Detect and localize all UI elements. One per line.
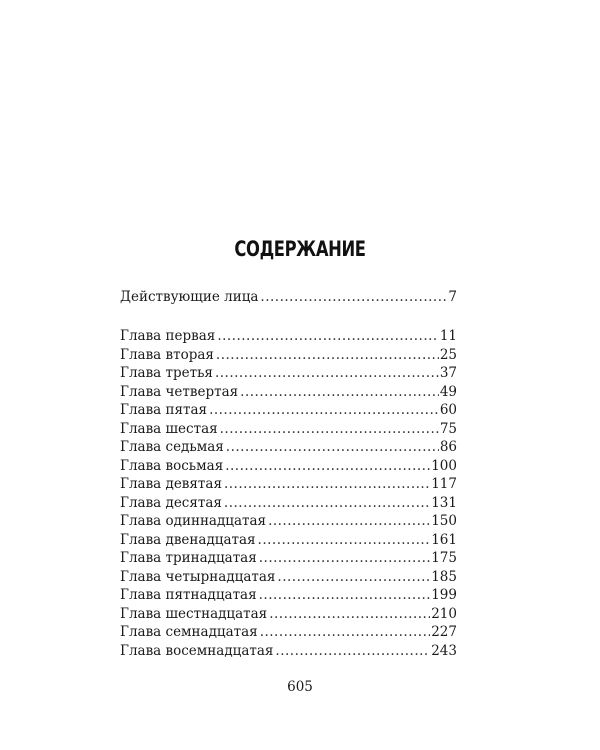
toc-entry-title: Глава шестнадцатая [120, 605, 268, 622]
toc-entry-title: Глава третья [120, 365, 213, 381]
toc-entry-page: 150 [431, 513, 457, 529]
toc-entry-page: 11 [439, 328, 457, 344]
toc-entry-page: 243 [431, 642, 457, 659]
dot-leader [259, 549, 430, 568]
toc-entry-page: 25 [439, 346, 457, 363]
toc-entry-title: Глава пятнадцатая [120, 587, 257, 603]
dot-leader [217, 327, 439, 346]
toc-entry-title: Глава седьмая [120, 439, 224, 455]
toc-entry-chapter-9 [120, 475, 457, 494]
toc-entry-title: Глава двенадцатая [120, 531, 256, 548]
toc-entry-chapter-13 [120, 549, 457, 568]
page-number: 605 [287, 679, 313, 695]
toc-entry-page: 199 [431, 587, 457, 603]
dot-leader [224, 494, 430, 513]
toc-entry-page: 131 [431, 494, 457, 511]
toc-entry-chapter-2 [120, 346, 457, 365]
toc-entry-chapter-16 [120, 605, 457, 624]
toc-entry-page: 100 [431, 457, 457, 474]
toc-entry-title: Глава восьмая [120, 457, 224, 474]
toc-entry-page: 60 [439, 402, 457, 418]
toc-entry-page: 117 [431, 476, 457, 492]
toc-entry-page: 227 [431, 624, 457, 640]
toc-entry-title: Глава тринадцатая [120, 550, 257, 566]
toc-entry-title: Глава семнадцатая [120, 624, 258, 640]
toc-entry-page: 7 [448, 289, 457, 305]
toc-entry-title: Глава пятая [120, 402, 208, 418]
dot-leader [226, 438, 439, 457]
dot-leader [225, 457, 430, 476]
toc-entry-intro [120, 288, 457, 307]
dot-leader [209, 401, 439, 420]
toc-heading: СОДЕРЖАНИЕ [234, 237, 366, 261]
toc-entry-title: Глава четырнадцатая [120, 568, 276, 585]
toc-entry-title: Глава десятая [120, 494, 222, 511]
toc-entry-title: Глава восемнадцатая [120, 642, 274, 659]
toc-entry-chapter-18 [120, 642, 457, 661]
toc-entry-chapter-14 [120, 568, 457, 587]
toc-entry-title: Глава четвертая [120, 383, 239, 400]
dot-leader [260, 623, 431, 642]
dot-leader [269, 605, 430, 624]
dot-leader [268, 512, 430, 531]
toc-entry-chapter-1 [120, 327, 457, 346]
toc-entry-chapter-10 [120, 494, 457, 513]
dot-leader [260, 288, 447, 307]
toc-entry-chapter-17 [120, 623, 457, 642]
dot-leader [220, 420, 439, 439]
toc-entry-page: 161 [431, 531, 457, 548]
dot-leader [275, 642, 430, 661]
dot-leader [277, 568, 430, 587]
dot-leader [240, 383, 439, 402]
toc-entry-page: 49 [439, 383, 457, 400]
toc-entry-chapter-7 [120, 438, 457, 457]
toc-entry-chapter-6 [120, 420, 457, 439]
dot-leader [215, 364, 439, 383]
toc-entry-page: 175 [431, 550, 457, 566]
toc-entry-page: 75 [439, 420, 457, 437]
toc-entry-chapter-15 [120, 586, 457, 605]
toc-entry-title: Глава девятая [120, 476, 222, 492]
toc-entry-title: Глава вторая [120, 346, 214, 363]
toc-entry-page: 86 [439, 439, 457, 455]
toc-entry-page: 37 [439, 365, 457, 381]
toc-entry-chapter-4 [120, 383, 457, 402]
toc-entry-title: Действующие лица [120, 289, 259, 305]
toc-entry-title: Глава шестая [120, 420, 218, 437]
toc-entry-page: 210 [431, 605, 457, 622]
dot-leader [216, 346, 439, 365]
toc-entry-title: Глава одиннадцатая [120, 513, 267, 529]
toc-entry-chapter-3 [120, 364, 457, 383]
toc-entry-chapter-5 [120, 401, 457, 420]
dot-leader [258, 531, 431, 550]
dot-leader [259, 586, 431, 605]
dot-leader [224, 475, 430, 494]
toc-entry-chapter-11 [120, 512, 457, 531]
toc-entry-chapter-8 [120, 457, 457, 476]
toc-entry-chapter-12 [120, 531, 457, 550]
toc-entry-title: Глава первая [120, 328, 216, 344]
toc-entry-page: 185 [431, 568, 457, 585]
